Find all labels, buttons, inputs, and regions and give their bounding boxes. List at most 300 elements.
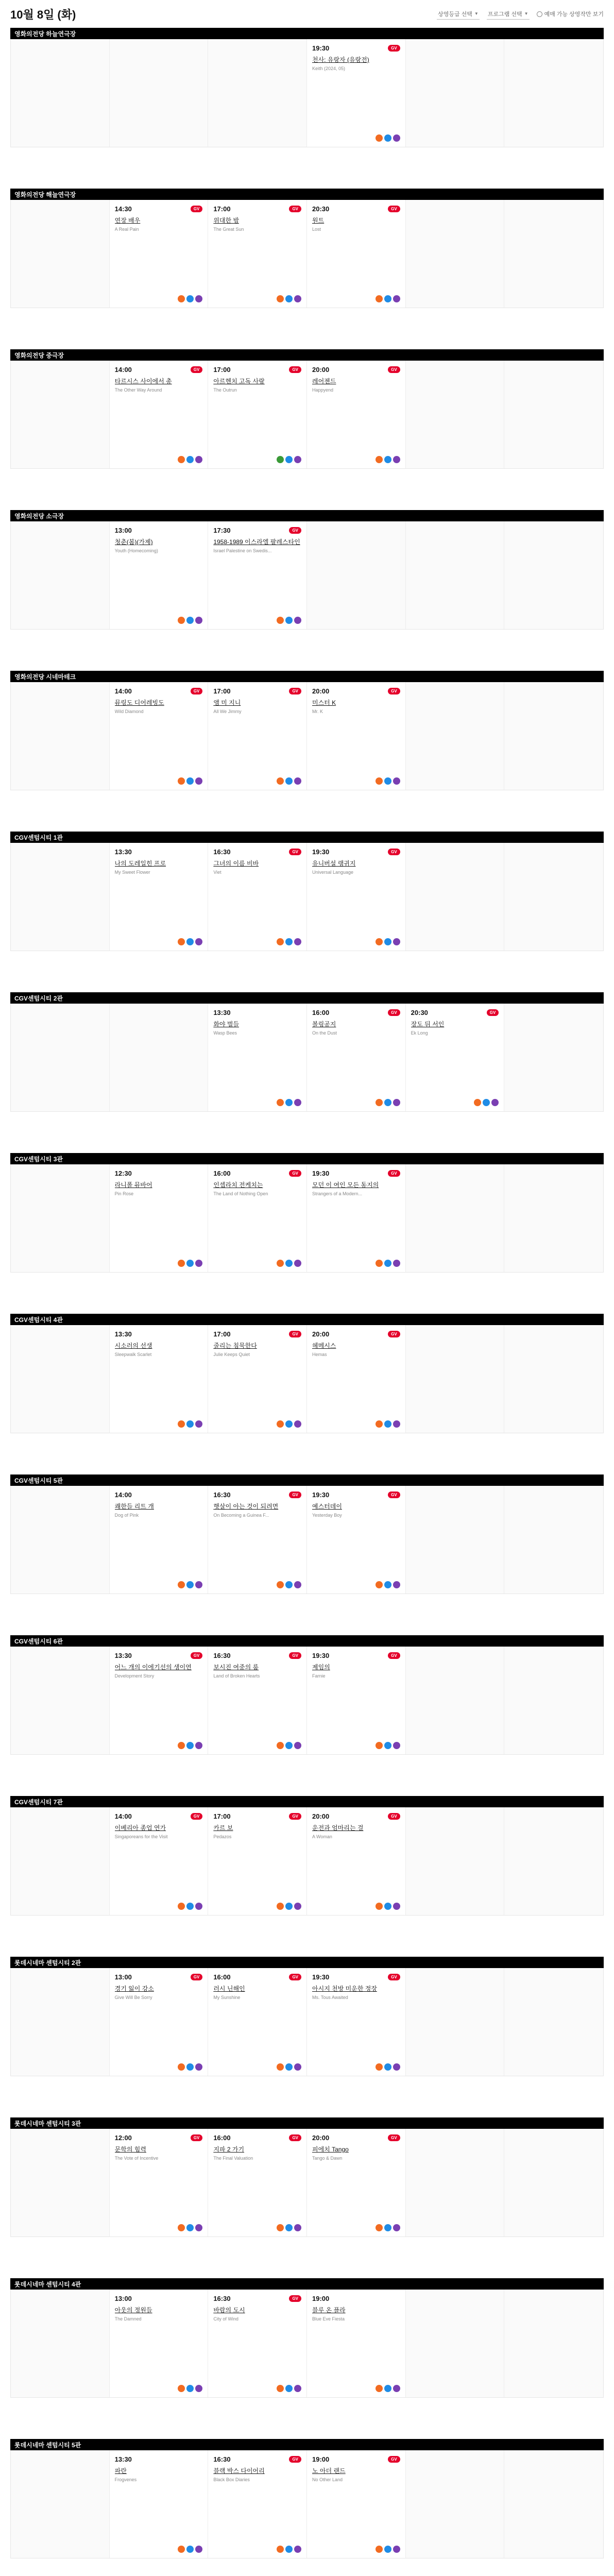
venue-name: 롯데시네마 센텀시티 3관 <box>10 2117 604 2129</box>
rating-badge-icon <box>186 617 194 624</box>
film-title-link[interactable]: 1958-1989 이스라엘 팔레스타인 <box>213 538 300 546</box>
rating-badge-icon <box>195 1420 202 1428</box>
rating-badge-icon <box>186 1260 194 1267</box>
top-bar <box>10 0 604 28</box>
rating-badge-icon <box>384 1581 391 1588</box>
chevron-down-icon: ▼ <box>474 11 479 16</box>
time-row <box>312 44 400 52</box>
rating-icons <box>178 938 202 945</box>
gv-badge: GV <box>289 1652 301 1659</box>
empty-slot <box>406 1968 505 2076</box>
film-title-link[interactable]: 이베리아 종업 연가 <box>114 1824 166 1832</box>
film-title-link[interactable]: 보시진 여중의 룸 <box>213 1664 259 1671</box>
time-row <box>312 2295 400 2302</box>
gv-badge: GV <box>388 1170 400 1177</box>
film-english-title: Blue Eve Fiesta <box>312 2316 345 2321</box>
venue-section <box>10 992 604 1112</box>
screening-slot[interactable] <box>307 1968 406 2076</box>
available-only-toggle[interactable] <box>537 10 604 18</box>
rating-badge-icon <box>285 456 293 463</box>
rating-badge-icon <box>195 2063 202 2071</box>
screening-slot[interactable] <box>110 521 209 629</box>
screening-time: 16:30 <box>213 1652 231 1659</box>
schedule-grid <box>10 2129 604 2237</box>
screening-slot[interactable] <box>307 39 406 147</box>
rating-badge-icon <box>294 617 301 624</box>
screening-slot[interactable] <box>307 1325 406 1433</box>
film-title-link[interactable]: 장도 뒤 서인 <box>411 1021 445 1028</box>
screening-time: 20:00 <box>312 1812 330 1820</box>
time-row <box>312 1973 400 1981</box>
film-english-title: Give Will Be Sorry <box>114 1995 152 2000</box>
screening-time: 14:30 <box>114 205 132 213</box>
film-title-link[interactable]: 경기 잃이 강소 <box>114 1985 154 1992</box>
venue-section <box>10 671 604 790</box>
empty-slot <box>406 1164 505 1272</box>
venue-name: 롯데시네마 센텀시티 4관 <box>10 2278 604 2290</box>
rating-icons <box>376 1260 400 1267</box>
rating-icons <box>277 295 301 302</box>
rating-icons <box>277 1260 301 1267</box>
rating-badge-icon <box>178 1420 185 1428</box>
film-english-title: Lost <box>312 227 321 232</box>
rating-badge-icon <box>186 295 194 302</box>
film-title-link[interactable]: 카르 보 <box>213 1824 233 1832</box>
screening-time: 16:30 <box>213 848 231 856</box>
screening-slot[interactable] <box>307 843 406 951</box>
film-title-link[interactable]: 헤메시스 <box>312 1342 336 1349</box>
screening-slot[interactable] <box>307 361 406 468</box>
film-english-title: Strangers of a Modern... <box>312 1191 363 1196</box>
rating-icons <box>178 2385 202 2392</box>
screening-slot[interactable] <box>110 1486 209 1594</box>
rating-badge-icon <box>178 1581 185 1588</box>
screening-slot[interactable] <box>110 2290 209 2397</box>
screening-time: 19:30 <box>312 1491 330 1499</box>
empty-slot <box>504 39 603 147</box>
film-title-link[interactable]: 인셉라치 전케치는 <box>213 1181 263 1189</box>
venue-list <box>10 28 604 2576</box>
time-row <box>312 1812 400 1820</box>
rating-badge-icon <box>393 777 400 785</box>
film-title-link[interactable]: 햇살이 아는 것이 되려면 <box>213 1503 279 1510</box>
rating-icons <box>376 2546 400 2553</box>
gv-badge: GV <box>388 1492 400 1498</box>
film-english-title: Youth (Homecoming) <box>114 548 158 553</box>
rating-badge-icon <box>186 1581 194 1588</box>
film-title-link[interactable]: 러시 닌해인 <box>213 1985 245 1992</box>
film-title-link[interactable]: 블루 온 플라 <box>312 2307 346 2314</box>
rating-badge-icon <box>277 2063 284 2071</box>
gv-badge: GV <box>289 527 301 534</box>
rating-badge-icon <box>294 1420 301 1428</box>
empty-slot <box>504 1164 603 1272</box>
rating-icons <box>277 938 301 945</box>
rating-badge-icon <box>294 1581 301 1588</box>
film-title-link[interactable]: 모던 이 여인 모든 동지의 <box>312 1181 379 1189</box>
film-title-link[interactable]: 제임의 <box>312 1664 330 1671</box>
film-title-link[interactable]: 청춘(봄)(가제) <box>114 538 153 546</box>
rating-icons <box>376 2224 400 2231</box>
rating-badge-icon <box>393 938 400 945</box>
empty-slot <box>11 2450 110 2558</box>
screening-time: 20:30 <box>312 205 330 213</box>
rating-badge-icon <box>393 1581 400 1588</box>
screening-slot[interactable] <box>307 1164 406 1272</box>
rating-badge-icon <box>384 1420 391 1428</box>
screening-slot[interactable] <box>307 2450 406 2558</box>
program-filter[interactable] <box>487 9 530 20</box>
film-title-link[interactable]: 예스터데이 <box>312 1503 342 1510</box>
empty-slot <box>11 1486 110 1594</box>
rating-badge-icon <box>376 1903 383 1910</box>
screening-slot[interactable] <box>110 361 209 468</box>
empty-slot <box>110 1004 209 1111</box>
film-english-title: All We Jimmy <box>213 709 242 714</box>
film-title-link[interactable]: 문학의 힘력 <box>114 2146 146 2153</box>
gv-badge: GV <box>289 206 301 212</box>
empty-slot <box>406 2450 505 2558</box>
screening-slot[interactable] <box>208 361 307 468</box>
gv-badge: GV <box>289 1813 301 1820</box>
gv-badge: GV <box>388 2134 400 2141</box>
film-english-title: Universal Language <box>312 870 354 875</box>
rating-icons <box>376 938 400 945</box>
film-english-title: Ek Long <box>411 1030 428 1036</box>
rating-badge-icon <box>393 1903 400 1910</box>
gv-badge: GV <box>289 1974 301 1980</box>
venue-name: 영화의전당 하늘연극장 <box>10 28 604 39</box>
rating-badge-icon <box>294 1903 301 1910</box>
time-row <box>115 2134 203 2142</box>
venue-section <box>10 1314 604 1433</box>
rating-badge-icon <box>178 2224 185 2231</box>
film-english-title: Pedazos <box>213 1834 232 1839</box>
rating-badge-icon <box>285 1581 293 1588</box>
film-title-link[interactable]: 지파 2 가기 <box>213 2146 245 2153</box>
empty-slot <box>504 361 603 468</box>
screening-time: 17:00 <box>213 205 231 213</box>
screening-slot[interactable] <box>307 682 406 790</box>
screening-slot[interactable] <box>307 1807 406 1915</box>
time-row <box>115 1170 203 1177</box>
rating-badge-icon <box>376 1742 383 1749</box>
film-title-link[interactable]: 천사: 유랑자 (유랑전) <box>312 56 369 63</box>
rating-badge-icon <box>393 2224 400 2231</box>
rating-icons <box>277 456 301 463</box>
rating-badge-icon <box>178 2385 185 2392</box>
rating-badge-icon <box>285 1420 293 1428</box>
screening-slot[interactable] <box>110 1325 209 1433</box>
venue-name: CGV센텀시티 1관 <box>10 832 604 843</box>
screening-time: 13:30 <box>114 1330 132 1338</box>
time-row <box>115 366 203 374</box>
time-row <box>213 1330 301 1338</box>
screening-time: 16:00 <box>213 1973 231 1981</box>
empty-slot <box>11 1647 110 1754</box>
gv-badge: GV <box>388 366 400 373</box>
rating-badge-icon <box>376 295 383 302</box>
rating-filter-label: 상영등급 선택 <box>438 11 472 18</box>
time-row <box>115 1330 203 1338</box>
time-row <box>213 2295 301 2302</box>
gv-badge: GV <box>388 206 400 212</box>
film-title-link[interactable]: 미스터 K <box>312 699 336 706</box>
screening-slot[interactable] <box>307 200 406 308</box>
venue-name: 영화의전당 소극장 <box>10 510 604 521</box>
screening-time: 19:30 <box>312 1652 330 1659</box>
rating-icons <box>178 1260 202 1267</box>
film-title-link[interactable]: 유니버설 랭귀지 <box>312 860 356 867</box>
time-row <box>312 1009 400 1016</box>
gv-badge: GV <box>388 1009 400 1016</box>
screening-slot[interactable] <box>208 843 307 951</box>
screening-slot[interactable] <box>307 1004 406 1111</box>
screening-slot[interactable] <box>208 1004 307 1111</box>
empty-slot <box>504 682 603 790</box>
time-row <box>312 1652 400 1659</box>
gv-badge: GV <box>388 1974 400 1980</box>
empty-slot <box>504 1486 603 1594</box>
schedule-grid <box>10 1486 604 1594</box>
screening-slot[interactable] <box>208 1325 307 1433</box>
rating-badge-icon <box>178 295 185 302</box>
rating-icons <box>178 1742 202 1749</box>
screening-time: 14:00 <box>114 366 132 374</box>
rating-badge-icon <box>285 2385 293 2392</box>
film-title-link[interactable]: 쾌한들 리트 개 <box>114 1503 154 1510</box>
time-row <box>411 1009 499 1016</box>
rating-badge-icon <box>186 1742 194 1749</box>
film-title-link[interactable]: 라니폴 뮤바어 <box>114 1181 152 1189</box>
rating-badge-icon <box>393 1099 400 1106</box>
rating-badge-icon <box>491 1099 499 1106</box>
screening-slot[interactable] <box>307 1486 406 1594</box>
time-row <box>213 1170 301 1177</box>
screening-slot[interactable] <box>110 682 209 790</box>
film-title-link[interactable]: 뮤링도 디어레빙도 <box>114 699 164 706</box>
gv-badge: GV <box>487 1009 499 1016</box>
schedule-grid <box>10 1164 604 1273</box>
empty-slot <box>11 1807 110 1915</box>
schedule-grid <box>10 1807 604 1916</box>
gv-badge: GV <box>388 849 400 855</box>
film-title-link[interactable]: 아르헨치 고독 사랑 <box>213 378 265 385</box>
rating-badge-icon <box>277 617 284 624</box>
rating-badge-icon <box>195 1260 202 1267</box>
film-title-link[interactable]: 타르시스 사이에서 총 <box>114 378 172 385</box>
time-row <box>213 1652 301 1659</box>
empty-slot <box>504 2450 603 2558</box>
film-title-link[interactable]: 피에치 Tango <box>312 2146 349 2153</box>
screening-slot[interactable] <box>307 2290 406 2397</box>
rating-badge-icon <box>277 1742 284 1749</box>
screening-time: 13:30 <box>114 2455 132 2463</box>
venue-section <box>10 1796 604 1916</box>
empty-slot <box>504 1325 603 1433</box>
gv-badge: GV <box>289 2295 301 2302</box>
rating-icons <box>474 1099 499 1106</box>
screening-slot[interactable] <box>208 1968 307 2076</box>
screening-time: 20:00 <box>312 1330 330 1338</box>
film-title-link[interactable]: 레어젠드 <box>312 378 336 385</box>
time-row <box>213 687 301 695</box>
rating-badge-icon <box>376 938 383 945</box>
screening-time: 19:00 <box>312 2295 330 2302</box>
screening-slot[interactable] <box>208 2129 307 2236</box>
film-title-link[interactable]: 연장 배우 <box>114 217 141 224</box>
screening-time: 16:30 <box>213 2295 231 2302</box>
gv-badge: GV <box>191 1652 203 1659</box>
screening-slot[interactable] <box>110 1807 209 1915</box>
film-title-link[interactable]: 운전과 엄마리는 걸 <box>312 1824 364 1832</box>
screening-slot[interactable] <box>208 1164 307 1272</box>
film-title-link[interactable]: 아웃의 정원들 <box>114 2307 152 2314</box>
screening-time: 17:00 <box>213 1330 231 1338</box>
film-english-title: Happyend <box>312 387 334 393</box>
rating-icons <box>376 777 400 785</box>
rating-icons <box>277 1581 301 1588</box>
rating-badge-icon <box>294 1260 301 1267</box>
film-title-link[interactable]: 블랙 박스 다이어리 <box>213 2467 265 2475</box>
empty-slot <box>208 39 307 147</box>
film-title-link[interactable]: 나의 도레일힌 프로 <box>114 860 166 867</box>
film-title-link[interactable]: 파란 <box>114 2467 127 2475</box>
rating-badge-icon <box>376 2224 383 2231</box>
time-row <box>213 848 301 856</box>
screening-slot[interactable] <box>110 1647 209 1754</box>
rating-badge-icon <box>285 938 293 945</box>
rating-icons <box>376 1742 400 1749</box>
film-title-link[interactable]: 앰 미 지니 <box>213 699 241 706</box>
gv-badge: GV <box>191 688 203 694</box>
gv-badge: GV <box>388 1331 400 1337</box>
rating-icons <box>277 1903 301 1910</box>
screening-time: 19:30 <box>312 848 330 856</box>
film-english-title: The Final Valuation <box>213 2156 253 2161</box>
rating-badge-icon <box>195 295 202 302</box>
screening-slot[interactable] <box>110 1968 209 2076</box>
schedule-grid <box>10 843 604 951</box>
screening-time: 17:00 <box>213 1812 231 1820</box>
rating-icons <box>277 1420 301 1428</box>
venue-name: CGV센텀시티 3관 <box>10 1153 604 1164</box>
rating-badge-icon <box>294 1742 301 1749</box>
rating-badge-icon <box>277 2546 284 2553</box>
gv-badge: GV <box>191 206 203 212</box>
rating-icons <box>178 777 202 785</box>
schedule-grid <box>10 361 604 469</box>
screening-slot[interactable] <box>208 682 307 790</box>
film-title-link[interactable]: 노 아더 랜드 <box>312 2467 346 2475</box>
film-title-link[interactable]: 화야 벌들 <box>213 1021 240 1028</box>
venue-section <box>10 2278 604 2398</box>
film-title-link[interactable]: 시소러의 선생 <box>114 1342 152 1349</box>
rating-badge-icon <box>376 456 383 463</box>
rating-badge-icon <box>294 295 301 302</box>
film-title-link[interactable]: 원트 <box>312 217 325 224</box>
screening-slot[interactable] <box>110 1164 209 1272</box>
rating-badge-icon <box>294 938 301 945</box>
film-title-link[interactable]: 어느 개의 이에기선의 생이연 <box>114 1664 192 1671</box>
film-english-title: The Damned <box>114 2316 142 2321</box>
rating-badge-icon <box>294 2224 301 2231</box>
time-row <box>312 848 400 856</box>
rating-icons <box>376 1903 400 1910</box>
screening-slot[interactable] <box>208 1807 307 1915</box>
empty-slot <box>11 521 110 629</box>
rating-badge-icon <box>285 1903 293 1910</box>
rating-badge-icon <box>178 2063 185 2071</box>
rating-icons <box>376 2063 400 2071</box>
screening-slot[interactable] <box>208 521 307 629</box>
screening-slot[interactable] <box>208 200 307 308</box>
rating-badge-icon <box>195 2224 202 2231</box>
film-title-link[interactable]: 볼링공지 <box>312 1021 336 1028</box>
screening-slot[interactable] <box>110 2129 209 2236</box>
checkbox-icon[interactable] <box>537 11 542 17</box>
screening-slot[interactable] <box>208 1647 307 1754</box>
rating-icons <box>277 1099 301 1106</box>
film-title-link[interactable]: 바람의 도시 <box>213 2307 245 2314</box>
screening-slot[interactable] <box>208 2290 307 2397</box>
venue-section <box>10 1475 604 1594</box>
film-english-title: Frogvenes <box>114 2477 137 2482</box>
screening-slot[interactable] <box>208 1486 307 1594</box>
rating-badge-icon <box>277 1581 284 1588</box>
gv-badge: GV <box>388 1652 400 1659</box>
rating-badge-icon <box>195 617 202 624</box>
empty-slot <box>504 1968 603 2076</box>
screening-slot[interactable] <box>307 1647 406 1754</box>
film-title-link[interactable]: 그녀의 이름 비바 <box>213 860 259 867</box>
screening-slot[interactable] <box>208 2450 307 2558</box>
time-row <box>213 2134 301 2142</box>
rating-filter[interactable] <box>437 9 480 20</box>
gv-badge: GV <box>289 1492 301 1498</box>
rating-badge-icon <box>178 1260 185 1267</box>
film-title-link[interactable]: 줄리는 침묵한다 <box>213 1342 257 1349</box>
rating-badge-icon <box>393 1260 400 1267</box>
rating-badge-icon <box>195 938 202 945</box>
venue-section <box>10 1635 604 1755</box>
rating-icons <box>178 2546 202 2553</box>
screening-slot[interactable] <box>110 843 209 951</box>
screening-slot[interactable] <box>406 1004 505 1111</box>
rating-badge-icon <box>384 938 391 945</box>
screening-slot[interactable] <box>110 200 209 308</box>
rating-icons <box>277 777 301 785</box>
screening-slot[interactable] <box>110 2450 209 2558</box>
schedule-grid <box>10 1968 604 2076</box>
rating-icons <box>277 1742 301 1749</box>
venue-name: 롯데시네마 센텀시티 2관 <box>10 1957 604 1968</box>
time-row <box>213 205 301 213</box>
screening-time: 13:00 <box>114 2295 132 2302</box>
time-row <box>312 2134 400 2142</box>
date-title: 10월 8일 (화) <box>10 8 76 21</box>
film-title-link[interactable]: 위대한 밤 <box>213 217 240 224</box>
film-title-link[interactable]: 아시지 천방 미운한 정장 <box>312 1985 377 1992</box>
gv-badge: GV <box>388 2456 400 2463</box>
screening-slot[interactable] <box>307 2129 406 2236</box>
gv-badge: GV <box>289 849 301 855</box>
rating-badge-icon <box>195 1742 202 1749</box>
rating-badge-icon <box>186 456 194 463</box>
schedule-grid <box>10 39 604 147</box>
rating-badge-icon <box>277 1420 284 1428</box>
venue-name: 영화의전당 시네마테크 <box>10 671 604 682</box>
